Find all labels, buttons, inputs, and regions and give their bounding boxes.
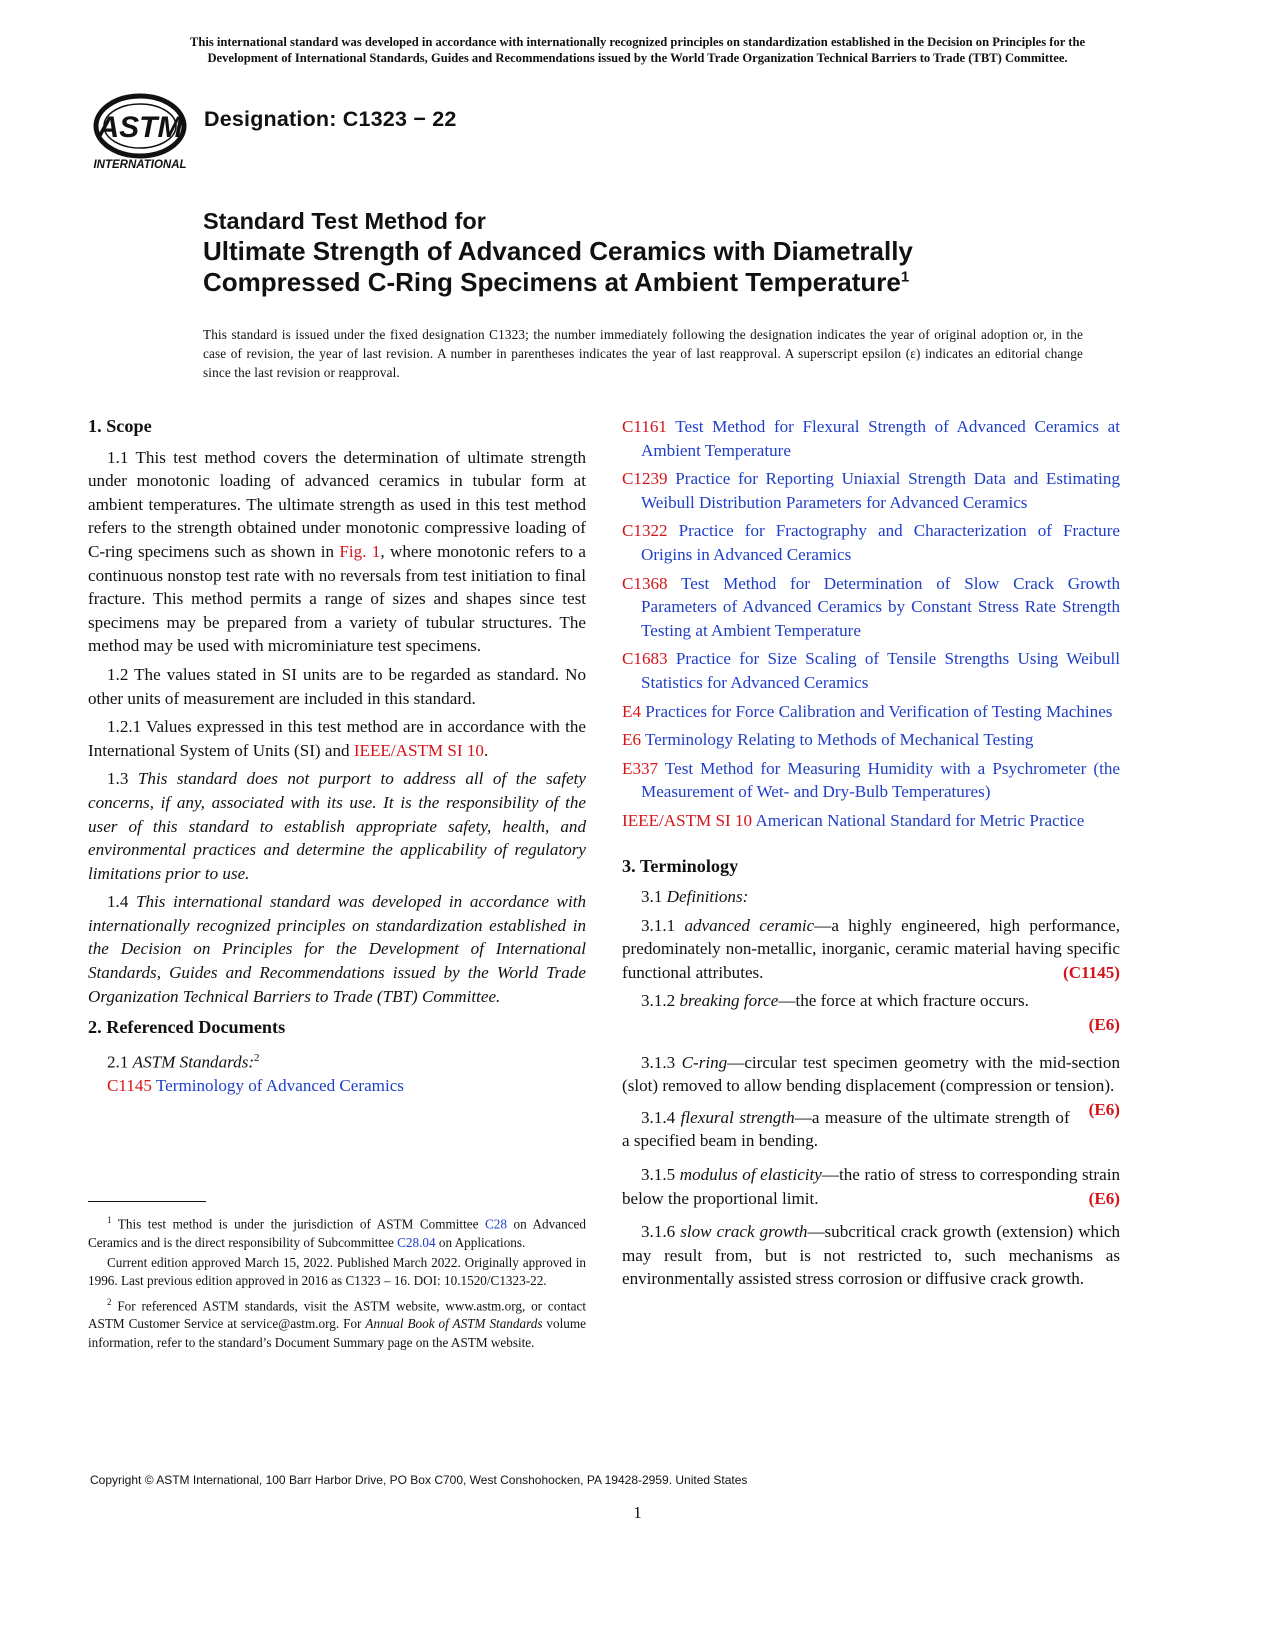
para-1-3: 1.3 This standard does not purport to address all of the safety concerns, if any, associated with its use. It is the responsibility of the user of this standard to establish appropriate safety, health, and environmental practices and determine the applicability of regulatory limitations prior to use. xyxy=(88,769,587,883)
page-number: 1 xyxy=(633,1503,642,1522)
para-1-2-1: 1.2.1 Values expressed in this test method are in accordance with the International System of Units (SI) and IEEE/ASTM SI 10. xyxy=(88,717,586,760)
designation: Designation: C1323 − 22 xyxy=(204,107,457,131)
notice-line-1: This international standard was developed in accordance with internationally recognized principles on standardization established in the Decision on Principles for the xyxy=(189,35,1086,49)
left-column xyxy=(88,415,586,1103)
footnote-2: $^2$ For referenced ASTM standards, visit the ASTM website, www.astm.org, or contact ASTM Customer Service at service@astm.org. For Annual Book of ASTM Standards volume information, refer to the standard’s Document Summary page on the ASTM website. xyxy=(88,1296,586,1350)
term-3-1-1: 3.1.1 advanced ceramic—a highly engineered, high performance, predominately non-metallic, inorganic, ceramic material having specific functional attributes. (C1145) xyxy=(622,914,1120,985)
para-1-1: 1.1 This test method covers the determination of ultimate strength under monotonic loading of advanced ceramics in tubular form at ambient temperatures. The ultimate strength as used in this test method refers to the strength obtained under monotonic compressive loading of C-ring specimens such as shown in Fig. 1, where monotonic refers to a continuous nonstop test rate with no reversals from test initiation to final fracture. This method permits a range of sizes and shapes since test specimens may be prepared from a variety of tubular structures. The method may be used with microminiature test specimens. xyxy=(88,447,586,656)
para-3-1: 3.1 Definitions: xyxy=(641,887,749,907)
right-column xyxy=(622,415,1120,1296)
section-heading-terminology: 3. Terminology xyxy=(622,855,739,876)
footnote-1: $^1$ This test method is under the jurisdiction of ASTM Committee C28 on Advanced Ceramics and is the direct responsibility of Subcommittee C28.04 on Applications. xyxy=(88,1215,586,1250)
ref-item[interactable]: C1239 Practice for Reporting Uniaxial Strength Data and Estimating Weibull Distribution Parameters for Advanced Ceramics xyxy=(622,469,1120,512)
term-source-link[interactable]: (E6) xyxy=(1088,1188,1120,1208)
para-2-1: 2.1 ASTM Standards:$^2$ xyxy=(107,1051,260,1072)
ref-item[interactable]: C1368 Test Method for Determination of Slow Crack Growth Parameters of Advanced Ceramics by Constant Stress Rate Strength Testing at Ambient Temperature xyxy=(622,573,1120,640)
term-3-1-6: 3.1.6 slow crack growth—subcritical crack growth (extension) which may result from, but is not restricted to, such mechanisms as environmentally assisted stress corrosion or diffusive crack growth. xyxy=(622,1222,1120,1289)
term-3-1-3: 3.1.3 C-ring—circular test specimen geometry with the mid-section (slot) removed to allow bending displacement (compression or tension). (E6) xyxy=(622,1051,1120,1098)
footnote-divider xyxy=(88,1201,206,1202)
section-heading-scope: 1. Scope xyxy=(88,416,152,436)
c28-link[interactable]: C28 xyxy=(485,1216,507,1232)
ref-item[interactable]: C1322 Practice for Fractography and Characterization of Fracture Origins in Advanced Ceramics xyxy=(622,521,1120,564)
term-3-1-5: 3.1.5 modulus of elasticity—the ratio of stress to corresponding strain below the proportional limit. (E6) xyxy=(622,1163,1120,1210)
document-title xyxy=(203,206,1103,298)
astm-logo xyxy=(88,90,193,172)
section-heading-referenced: 2. Referenced Documents xyxy=(88,1017,286,1038)
title-footnote-mark: 1 xyxy=(900,268,910,286)
ref-item[interactable]: C1145 Terminology of Advanced Ceramics xyxy=(107,1076,404,1096)
ieee-si10-link[interactable]: IEEE/ASTM SI 10 xyxy=(353,740,484,760)
fig-1-link[interactable]: Fig. 1 xyxy=(339,541,381,561)
footnote-edition: Current edition approved March 15, 2022. Published March 2022. Originally approved in 1996. Last previous edition approved in 2016 as C1323 – 16. DOI: 10.1520/C1323-22. xyxy=(88,1254,586,1289)
ref-item[interactable]: E6 Terminology Relating to Methods of Mechanical Testing xyxy=(622,730,1034,750)
notice-line-2: Development of International Standards, Guides and Recommendations issued by the World Trade Organization Technical Barriers to Trade (TBT) Committee. xyxy=(207,51,1068,65)
para-1-4: 1.4 This international standard was developed in accordance with internationally recognized principles on standardization established in the Decision on Principles for the Development of International Standards, Guides and Recommendations issued by the World Trade Organization Technical Barriers to Trade (TBT) Committee. xyxy=(88,892,586,1006)
ref-item[interactable]: E4 Practices for Force Calibration and Verification of Testing Machines xyxy=(622,701,1113,721)
ref-item[interactable]: IEEE/ASTM SI 10 American National Standard for Metric Practice xyxy=(622,810,1085,830)
copyright-line: Copyright © ASTM International, 100 Barr Harbor Drive, PO Box C700, West Conshohocken, PA 19428-2959. United States xyxy=(90,1473,748,1487)
para-1-2: 1.2 The values stated in SI units are to be regarded as standard. No other units of measurement are included in this standard. xyxy=(88,664,586,708)
title-line-3: Compressed C-Ring Specimens at Ambient Temperature xyxy=(203,267,901,297)
ref-item[interactable]: E337 Test Method for Measuring Humidity with a Psychrometer (the Measurement of Wet- and Dry-Bulb Temperatures) xyxy=(622,758,1120,802)
ref-item[interactable]: C1683 Practice for Size Scaling of Tensile Strengths Using Weibull Statistics for Advanced Ceramics xyxy=(622,649,1120,692)
term-3-1-2: 3.1.2 breaking force—the force at which fracture occurs. (E6) xyxy=(622,989,1120,1036)
footnotes xyxy=(88,1211,586,1354)
term-source-link[interactable]: (C1145) xyxy=(1063,962,1120,982)
term-source-link[interactable]: (E6) xyxy=(1088,1015,1120,1035)
title-line-1: Standard Test Method for xyxy=(203,208,486,234)
logo-text: ASTM xyxy=(97,111,183,144)
c28-04-link[interactable]: C28.04 xyxy=(397,1234,436,1250)
ref-item[interactable]: C1161 Test Method for Flexural Strength of Advanced Ceramics at Ambient Temperature xyxy=(622,417,1120,460)
issued-note: This standard is issued under the fixed designation C1323; the number immediately following the designation indicates the year of original adoption or, in the case of revision, the year of last revision. A number in parentheses indicates the year of last reapproval. A superscript epsilon (ε) indicates an editorial change since the last revision or reapproval. xyxy=(203,327,1083,380)
logo-subtext: INTERNATIONAL xyxy=(93,159,187,171)
title-line-2: Ultimate Strength of Advanced Ceramics with Diametrally xyxy=(203,236,913,266)
term-source-link[interactable]: (E6) xyxy=(1088,1099,1120,1119)
term-3-1-4: 3.1.4 flexural strength—a measure of the ultimate strength of a specified beam in bending. xyxy=(622,1107,1070,1151)
standards-notice xyxy=(90,34,1185,66)
